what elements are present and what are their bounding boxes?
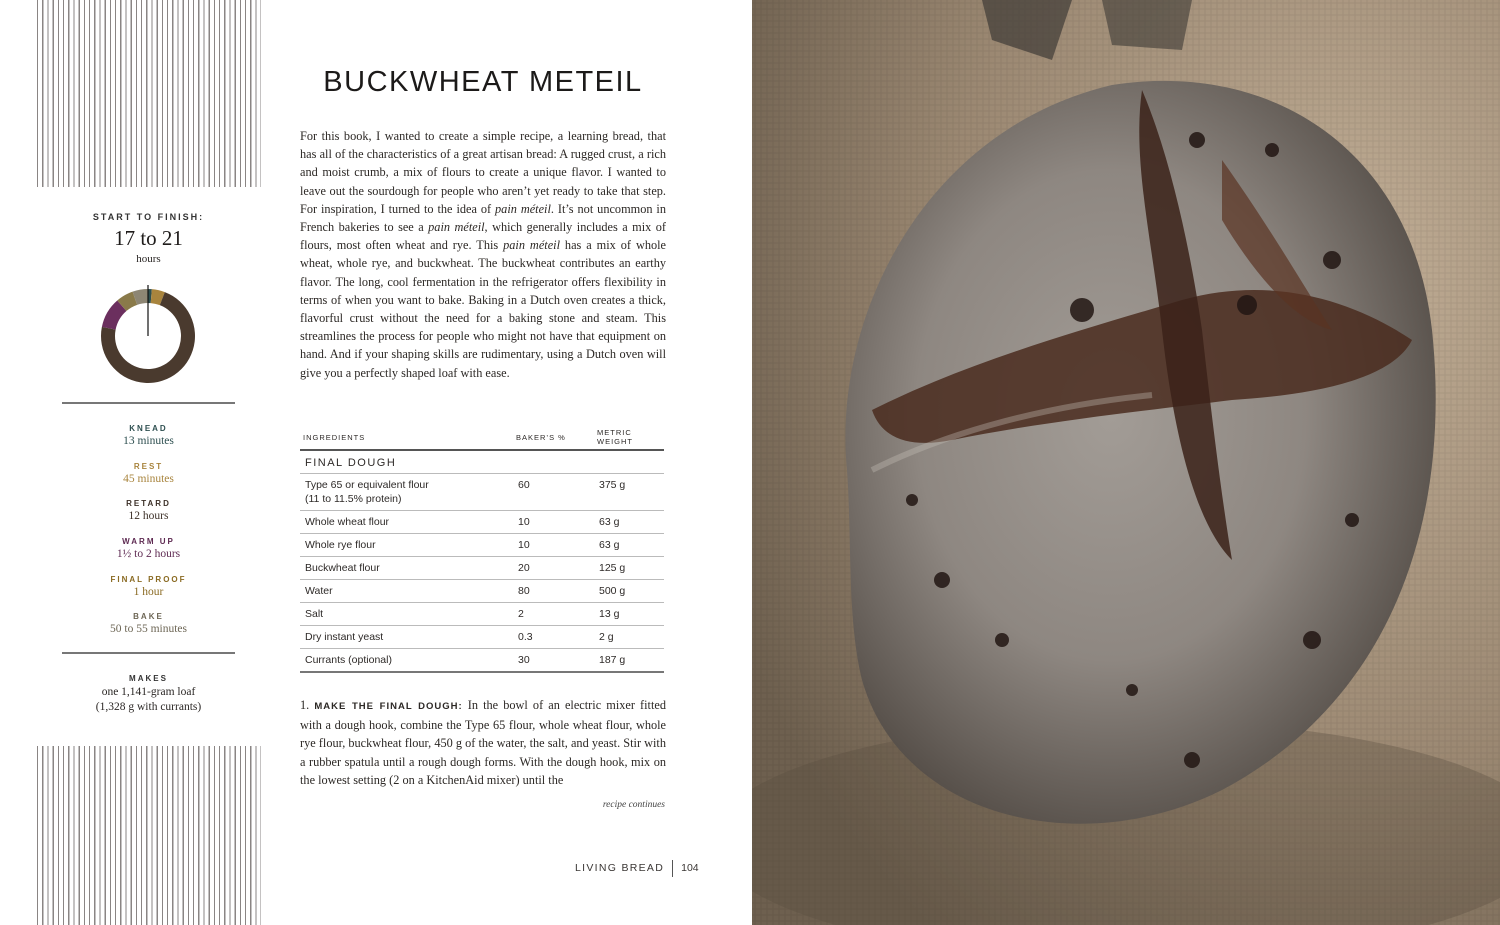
ingredient-cell [300, 603, 513, 626]
intro-italic-term: pain méteil [428, 220, 485, 235]
ingredient-cell [300, 511, 513, 534]
table-header-row [300, 425, 664, 450]
bread-loaf-photo [752, 0, 1500, 925]
ingredient-cell [300, 474, 513, 511]
divider [62, 402, 235, 404]
decorative-stripes-top [37, 0, 261, 187]
metric-weight-cell: 375 g [594, 474, 664, 511]
bakers-percent-cell: 20 [513, 557, 594, 580]
recipe-title: BUCKWHEAT METEIL [323, 66, 643, 98]
ingredient-name: Whole rye flour [305, 539, 376, 551]
table-row [300, 511, 664, 534]
ingredient-cell [300, 557, 513, 580]
bakers-percent-cell: 10 [513, 534, 594, 557]
step-duration: 1½ to 2 hours [116, 548, 181, 561]
step-label: REST [133, 461, 164, 471]
divider [62, 652, 235, 654]
intro-text: . It’s not uncommon in French bakeries to see a [300, 201, 666, 235]
bakers-percent-cell: 10 [513, 511, 594, 534]
intro-text: has a mix of whole wheat, whole rye, and buckwheat. The buckwheat contributes an earthy flavor. The long, cool fermentation in the refrigerator offers flexibility in terms of when you want to bake. Baking in a Dutch oven creates a thick, flavorful crust without the need for a baking stone and steam. This streamlines the process for people who might not have that equipment on hand. And if your shaping skills are rudimentary, using a Dutch oven will give you a perfectly shaped loaf with ease. [300, 238, 666, 380]
total-time: 17 to 21 [114, 226, 183, 250]
metric-weight-cell: 500 g [594, 580, 664, 603]
table-row [300, 626, 664, 649]
step-duration: 45 minutes [123, 472, 174, 485]
ingredient-name: Buckwheat flour [305, 562, 380, 574]
section-label: FINAL DOUGH [300, 450, 664, 474]
step-label: WARM UP [122, 537, 175, 547]
decorative-stripes-bottom [37, 746, 261, 925]
step-number: 1. [300, 698, 310, 712]
step-label: BAKE [133, 612, 164, 622]
metric-weight-cell: 63 g [594, 534, 664, 557]
column-header-bakers-percent: BAKER’S % [513, 425, 594, 450]
page-number: 104 [681, 862, 699, 874]
ingredient-cell [300, 534, 513, 557]
metric-weight-cell: 187 g [594, 649, 664, 673]
step-timing-item [62, 499, 235, 537]
column-header-metric-weight: METRIC WEIGHT [594, 425, 664, 450]
total-time-unit: hours [136, 253, 161, 265]
step-timing-item [62, 537, 235, 575]
timing-summary [62, 212, 235, 265]
yield-info [62, 674, 235, 713]
step-timings [62, 424, 235, 650]
ingredient-cell [300, 626, 513, 649]
step-timing-item [62, 424, 235, 462]
table-row [300, 580, 664, 603]
ingredient-name: Whole wheat flour [305, 516, 390, 528]
intro-paragraph [300, 127, 666, 382]
table-row [300, 557, 664, 580]
makes-value: one 1,141-gram loaf [101, 686, 196, 698]
table-row [300, 649, 664, 673]
step-heading: MAKE THE FINAL DOUGH: [314, 701, 463, 712]
table-row [300, 603, 664, 626]
bakers-percent-cell: 30 [513, 649, 594, 673]
step-duration: 1 hour [133, 585, 164, 598]
step-label: FINAL PROOF [110, 574, 187, 584]
start-to-finish-label: START TO FINISH: [92, 212, 205, 222]
step-duration: 13 minutes [123, 435, 174, 447]
metric-weight-cell: 125 g [594, 557, 664, 580]
bakers-percent-cell: 2 [513, 603, 594, 626]
metric-weight-cell: 13 g [594, 603, 664, 626]
book-title: LIVING BREAD [575, 862, 665, 874]
step-timing-item [62, 462, 235, 500]
ingredient-name: Type 65 or equivalent flour [305, 479, 429, 491]
makes-note: (1,328 g with currants) [95, 701, 202, 713]
metric-weight-cell: 2 g [594, 626, 664, 649]
timeline-donut-chart [100, 282, 196, 384]
column-header-ingredients: INGREDIENTS [300, 425, 513, 450]
footer-divider [672, 860, 673, 877]
page-footer [575, 858, 699, 878]
recipe-continues-note: recipe continues [602, 800, 665, 810]
intro-text: For this book, I wanted to create a simple recipe, a learning bread, that has all of the characteristics of a great artisan bread: A rugged crust, a rich and moist crumb, a mix of flours to create a unique flavor. I wanted to leave out the sourdough for people who aren’t yet ready to take that step. For inspiration, I turned to the idea of [300, 129, 666, 216]
table-row [300, 474, 664, 511]
bakers-percent-cell: 0.3 [513, 626, 594, 649]
intro-italic-term: pain méteil [503, 238, 560, 253]
ingredient-note: (11 to 11.5% protein) [305, 493, 402, 505]
table-section-row [300, 450, 664, 474]
intro-text: , which generally includes a mix of flours, most often wheat and rye. This [300, 220, 666, 253]
intro-italic-term: pain méteil [495, 201, 551, 216]
bread-loaf-illustration [752, 0, 1500, 925]
step-timing-item [62, 612, 235, 650]
ingredients-table [300, 425, 664, 673]
ingredient-name: Currants (optional) [305, 654, 392, 666]
step-label: RETARD [126, 499, 171, 509]
bakers-percent-cell: 80 [513, 580, 594, 603]
step-duration: 50 to 55 minutes [110, 623, 187, 636]
table-row [300, 534, 664, 557]
step-text: In the bowl of an electric mixer fitted with a dough hook, combine the Type 65 flour, whole wheat flour, whole rye flour, buckwheat flour, 450 g of the water, the salt, and yeast. Stir with a rubber spatula until a rough dough forms. With the dough hook, mix on the lowest setting (2 on a KitchenAid mixer) until the [300, 698, 666, 787]
ingredient-cell [300, 649, 513, 673]
ingredient-name: Salt [305, 608, 324, 620]
step-timing-item [62, 575, 235, 613]
metric-weight-cell: 63 g [594, 511, 664, 534]
bakers-percent-cell: 60 [513, 474, 594, 511]
makes-label: MAKES [129, 674, 168, 683]
step-duration: 12 hours [128, 510, 169, 523]
ingredient-name: Water [305, 585, 333, 597]
ingredient-cell [300, 580, 513, 603]
step-label: KNEAD [129, 424, 168, 433]
method-step-1 [300, 696, 666, 789]
ingredient-name: Dry instant yeast [305, 631, 384, 643]
